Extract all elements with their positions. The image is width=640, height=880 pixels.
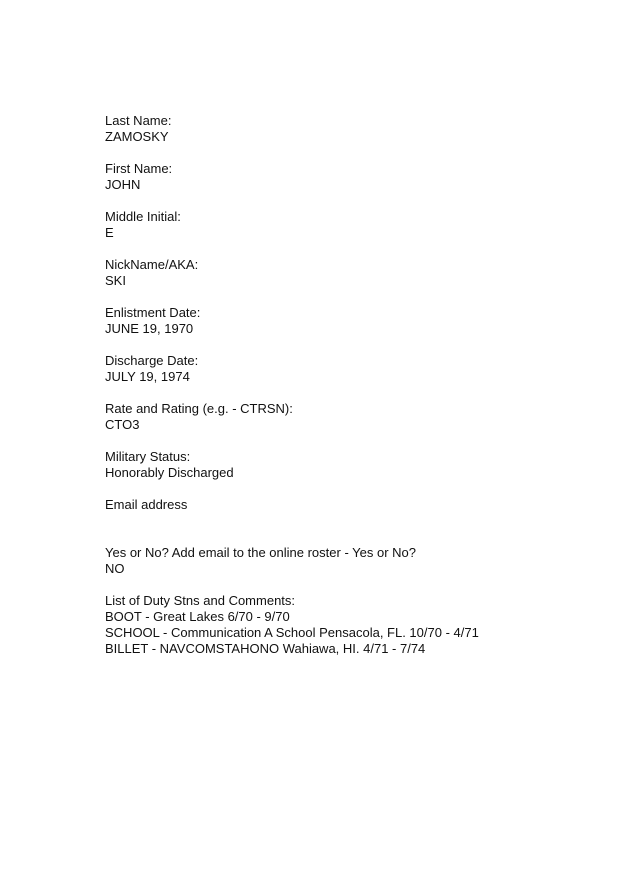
- enlistment-date-label: Enlistment Date:: [105, 305, 201, 320]
- email-label: Email address: [105, 497, 188, 512]
- military-status-value: Honorably Discharged: [105, 465, 234, 480]
- enlistment-date-field: [105, 305, 625, 337]
- roster-field: [105, 545, 625, 577]
- roster-form-document: [105, 113, 625, 673]
- first-name-field: [105, 161, 625, 193]
- duty-station-line: SCHOOL - Communication A School Pensacola, FL. 10/70 - 4/71: [105, 625, 479, 640]
- middle-initial-value: E: [105, 225, 114, 240]
- rate-rating-value: CTO3: [105, 417, 140, 432]
- last-name-value: ZAMOSKY: [105, 129, 169, 144]
- first-name-value: JOHN: [105, 177, 141, 192]
- rate-rating-field: [105, 401, 625, 433]
- nickname-label: NickName/AKA:: [105, 257, 199, 272]
- duty-stations-field: [105, 593, 625, 657]
- rate-rating-label: Rate and Rating (e.g. - CTRSN):: [105, 401, 293, 416]
- discharge-date-field: [105, 353, 625, 385]
- discharge-date-value: JULY 19, 1974: [105, 369, 190, 384]
- roster-label: Yes or No? Add email to the online roster - Yes or No?: [105, 545, 416, 560]
- nickname-value: SKI: [105, 273, 126, 288]
- discharge-date-label: Discharge Date:: [105, 353, 199, 368]
- email-field: [105, 497, 625, 513]
- enlistment-date-value: JUNE 19, 1970: [105, 321, 194, 336]
- duty-stations-label: List of Duty Stns and Comments:: [105, 593, 296, 608]
- nickname-field: [105, 257, 625, 289]
- duty-station-line: BILLET - NAVCOMSTAHONO Wahiawa, HI. 4/71 - 7/74: [105, 641, 426, 656]
- military-status-label: Military Status:: [105, 449, 191, 464]
- last-name-label: Last Name:: [105, 113, 172, 128]
- duty-station-line: BOOT - Great Lakes 6/70 - 9/70: [105, 609, 290, 624]
- last-name-field: [105, 113, 625, 145]
- roster-value: NO: [105, 561, 125, 576]
- middle-initial-field: [105, 209, 625, 241]
- military-status-field: [105, 449, 625, 481]
- middle-initial-label: Middle Initial:: [105, 209, 181, 224]
- first-name-label: First Name:: [105, 161, 173, 176]
